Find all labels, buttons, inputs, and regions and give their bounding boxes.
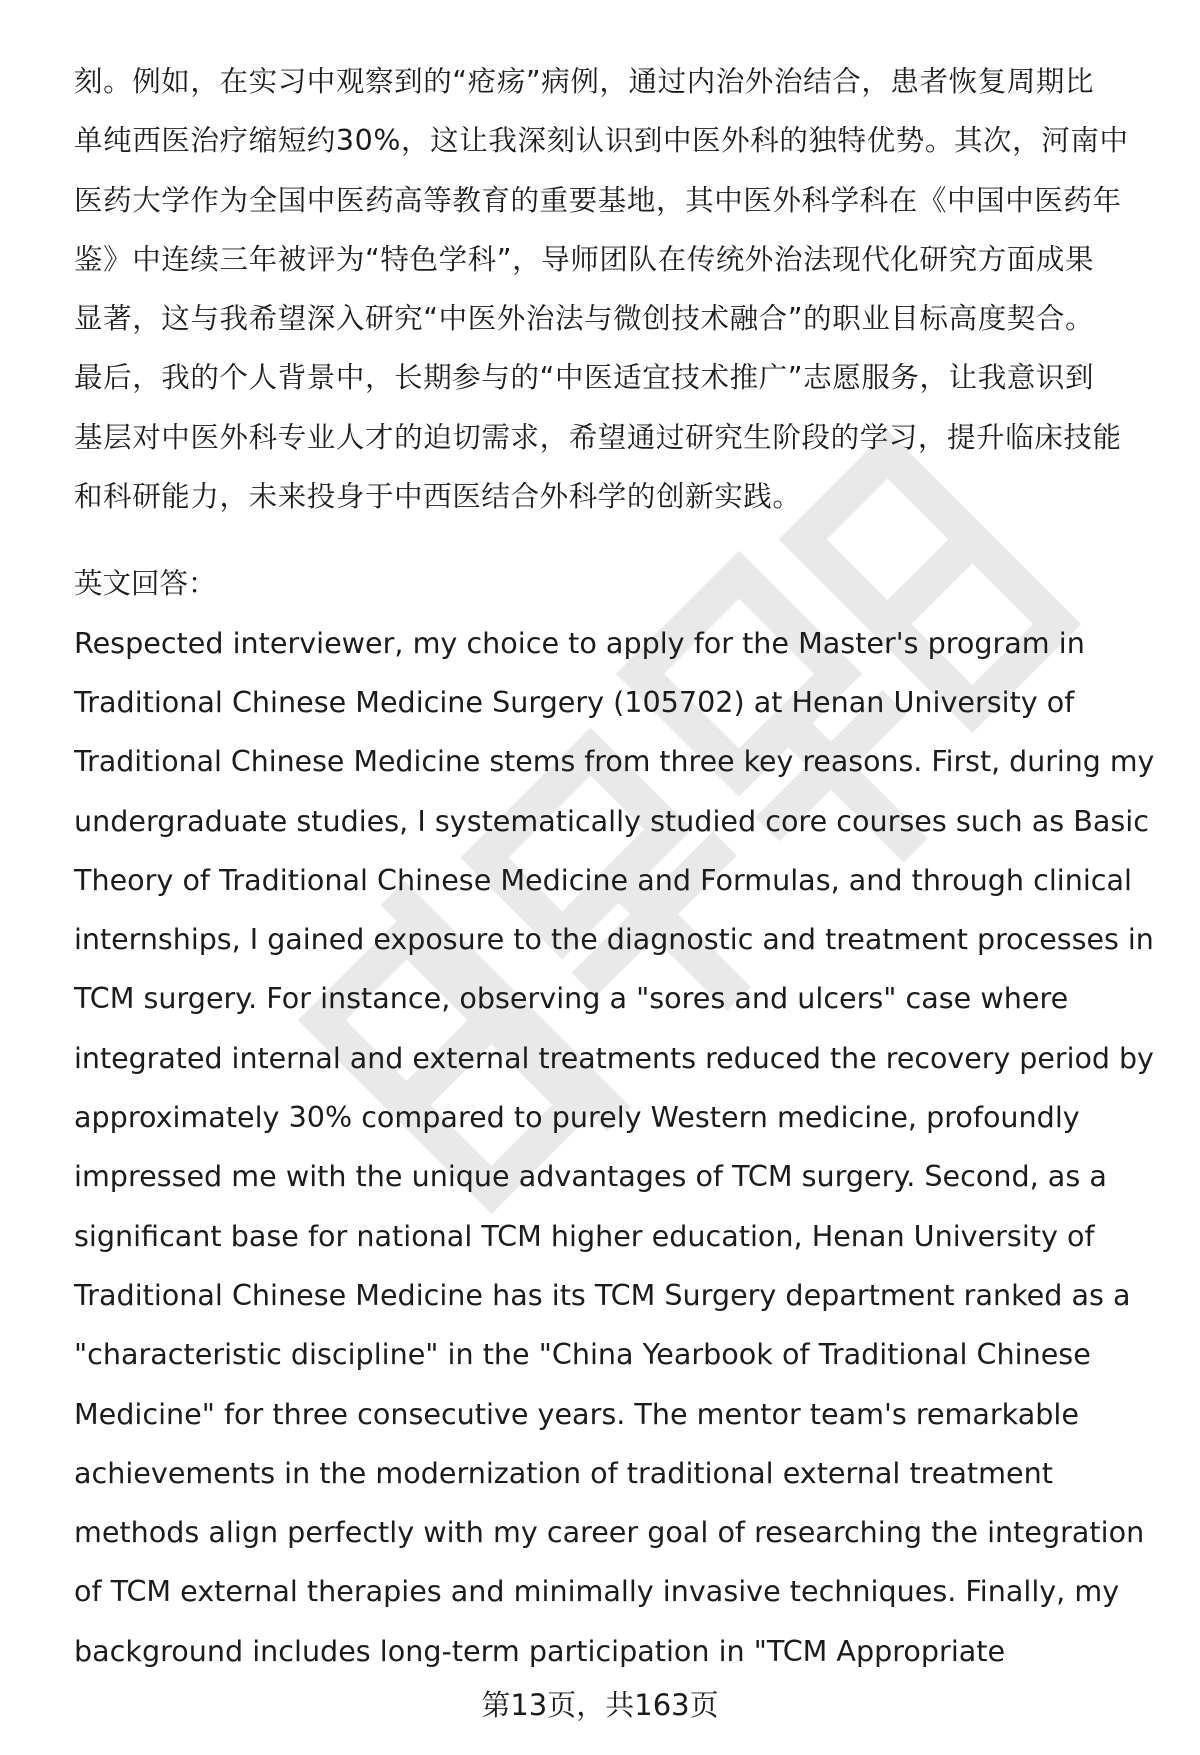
paragraph-line: Traditional Chinese Medicine stems from three key reasons. First, during my	[74, 745, 1155, 779]
paragraph-line: internships, I gained exposure to the diagnostic and treatment processes in	[74, 923, 1154, 957]
chinese-answer-paragraph	[74, 52, 1154, 526]
paragraph-line: 鉴》中连续三年被评为“特色学科”，导师团队在传统外治法现代化研究方面成果	[74, 242, 1095, 276]
paragraph-line: undergraduate studies, I systematically studied core courses such as Basic	[74, 803, 1149, 838]
paragraph-line: Medicine" for three consecutive years. The mentor team's remarkable	[74, 1396, 1079, 1431]
paragraph-line: 刻。例如，在实习中观察到的“疮疡”病例，通过内治外治结合，患者恢复周期比	[74, 65, 1095, 98]
paragraph-line: Theory of Traditional Chinese Medicine and Formulas, and through clinical	[74, 862, 1132, 897]
english-answer-heading: 英文回答：	[74, 567, 217, 601]
paragraph-line: Traditional Chinese Medicine has its TCM Surgery department ranked as a	[74, 1277, 1131, 1312]
page-number: 第13页，共163页	[481, 1688, 719, 1722]
paragraph-line: impressed me with the unique advantages of TCM surgery. Second, as a	[74, 1159, 1107, 1194]
paragraph-line: 和科研能力，未来投身于中西医结合外科学的创新实践。	[74, 480, 802, 514]
paragraph-line: of TCM external therapies and minimally invasive techniques. Finally, my	[74, 1574, 1120, 1609]
paragraph-line: approximately 30% compared to purely Western medicine, profoundly	[74, 1100, 1080, 1135]
english-answer-paragraph	[74, 614, 1154, 1681]
paragraph-line: 最后，我的个人背景中，长期参与的“中医适宜技术推广”志愿服务，让我意识到	[74, 361, 1095, 395]
page-content	[74, 52, 1154, 1681]
paragraph-line: integrated internal and external treatments reduced the recovery period by	[74, 1041, 1154, 1075]
paragraph-line: 医药大学作为全国中医药高等教育的重要基地，其中医外科学科在《中国中医药年	[74, 183, 1122, 217]
paragraph-line: Respected interviewer, my choice to apply for the Master's program in	[74, 625, 1085, 660]
paragraph-line: significant base for national TCM higher education, Henan University of	[74, 1218, 1095, 1253]
paragraph-line: "characteristic discipline" in the "China Yearbook of Traditional Chinese	[74, 1337, 1091, 1372]
paragraph-line: 单纯西医治疗缩短约30%，这让我深刻认识到中医外科的独特优势。其次，河南中	[74, 124, 1129, 158]
paragraph-line: 基层对中医外科专业人才的迫切需求，希望通过研究生阶段的学习，提升临床技能	[74, 420, 1122, 454]
paragraph-line: Traditional Chinese Medicine Surgery (105702) at Henan University of	[74, 684, 1075, 719]
paragraph-line: background includes long-term participation in "TCM Appropriate	[74, 1633, 1006, 1668]
paragraph-line: 显著，这与我希望深入研究“中医外治法与微创技术融合”的职业目标高度契合。	[74, 302, 1095, 336]
paragraph-line: TCM surgery. For instance, observing a "sores and ulcers" case where	[74, 981, 1069, 1016]
paragraph-line: methods align perfectly with my career goal of researching the integration	[74, 1515, 1145, 1550]
paragraph-line: achievements in the modernization of traditional external treatment	[74, 1455, 1053, 1490]
